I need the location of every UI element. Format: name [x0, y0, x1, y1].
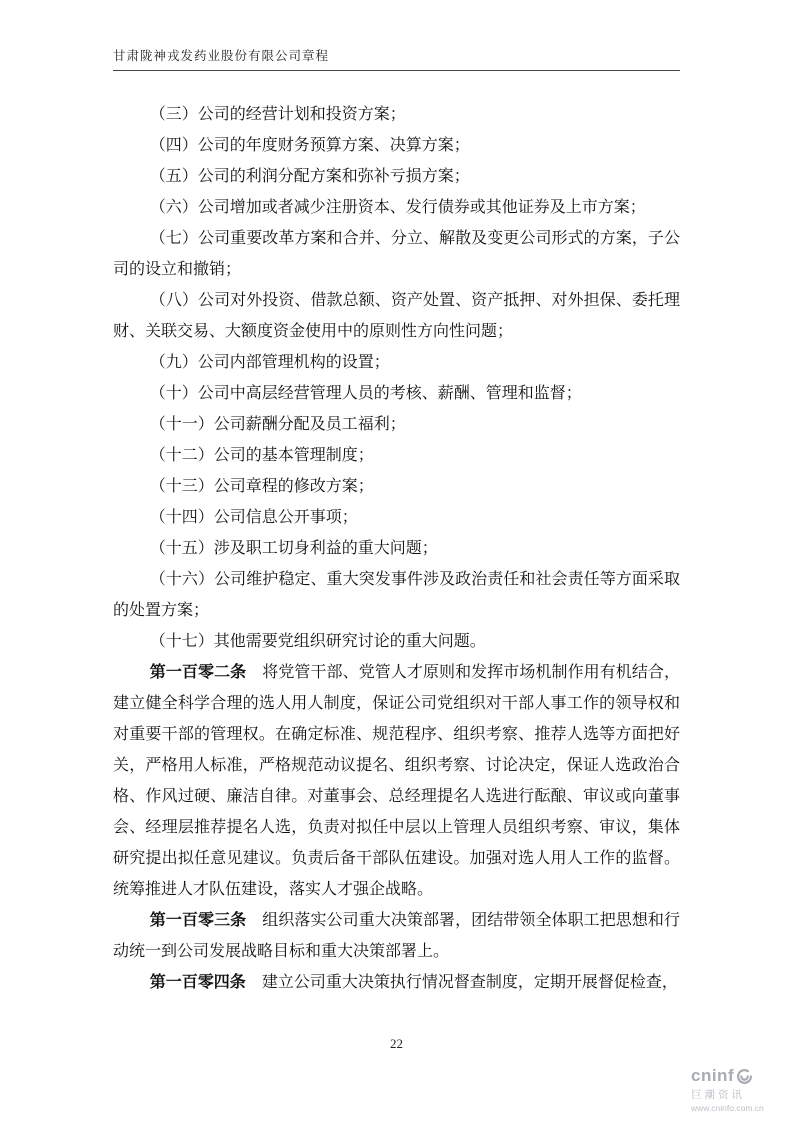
- clause-paragraph: （八）公司对外投资、借款总额、资产处置、资产抵押、对外担保、委托理财、关联交易、大额度资金使用中的原则性方向性问题；: [113, 292, 680, 340]
- clause-paragraph: （九）公司内部管理机构的设置；: [149, 354, 390, 371]
- page-number: 22: [390, 1036, 403, 1051]
- clause-paragraph: （五）公司的利润分配方案和弥补亏损方案；: [149, 168, 470, 185]
- article-paragraph: 第一百零三条 组织落实公司重大决策部署，团结带领全体职工把思想和行动统一到公司发展战略目标和重大决策部署上。: [113, 912, 680, 960]
- cninfo-logo: [691, 1066, 777, 1086]
- clause-paragraph: （十一）公司薪酬分配及员工福利；: [149, 416, 406, 433]
- clause-paragraph: （十五）涉及职工切身利益的重大问题；: [149, 540, 438, 557]
- watermark-url: www.cninfo.com.cn: [691, 1103, 764, 1113]
- article-paragraph: 第一百零二条 将党管干部、党管人才原则和发挥市场机制作用有机结合，建立健全科学合理的选人用人制度，保证公司党组织对干部人事工作的领导权和对重要干部的管理权。在确定标准、规范程序、组织考察、推荐人选等方面把好关，严格用人标准，严格规范动议提名、组织考察、讨论决定，保证人选政治合格、作风过硬、廉洁自律。对董事会、总经理提名人选进行酝酿、审议或向董事会、经理层推荐提名人选，负责对拟任中层以上管理人员组织考察、审议，集体研究提出拟任意见建议。负责后备干部队伍建设。加强对选人用人工作的监督。统筹推进人才队伍建设，落实人才强企战略。: [113, 664, 680, 898]
- clause-paragraph: （十四）公司信息公开事项；: [149, 509, 358, 526]
- clause-paragraph: （十三）公司章程的修改方案；: [149, 478, 374, 495]
- clause-paragraph: （十七）其他需要党组织研究讨论的重大问题。: [149, 633, 486, 650]
- cninfo-brand-text: cninf: [691, 1066, 735, 1085]
- clause-paragraph: （十六）公司维护稳定、重大突发事件涉及政治责任和社会责任等方面采取的处置方案；: [113, 571, 680, 619]
- header-title: 甘肃陇神戎发药业股份有限公司章程: [113, 49, 330, 63]
- document-body: [113, 99, 680, 998]
- page-header: [113, 46, 680, 71]
- clause-paragraph: （六）公司增加或者减少注册资本、发行债券或其他证券及上市方案；: [149, 199, 646, 216]
- clause-paragraph: （十二）公司的基本管理制度；: [149, 447, 374, 464]
- article-number: 第一百零三条: [149, 912, 247, 929]
- watermark-cn-name: 巨潮资讯: [691, 1089, 745, 1101]
- article-number: 第一百零四条: [149, 974, 246, 991]
- article-paragraph: 第一百零四条 建立公司重大决策执行情况督查制度，定期开展督促检查，: [149, 974, 678, 991]
- clause-paragraph: （七）公司重要改革方案和合并、分立、解散及变更公司形式的方案，子公司的设立和撤销；: [113, 230, 680, 278]
- clause-paragraph: （四）公司的年度财务预算方案、决算方案；: [149, 137, 470, 154]
- cninfo-swirl-icon: [736, 1068, 753, 1085]
- cninfo-watermark: [691, 1066, 777, 1113]
- clause-paragraph: （三）公司的经营计划和投资方案；: [149, 106, 406, 123]
- clause-paragraph: （十）公司中高层经营管理人员的考核、薪酬、管理和监督；: [149, 385, 582, 402]
- article-number: 第一百零二条: [149, 664, 247, 681]
